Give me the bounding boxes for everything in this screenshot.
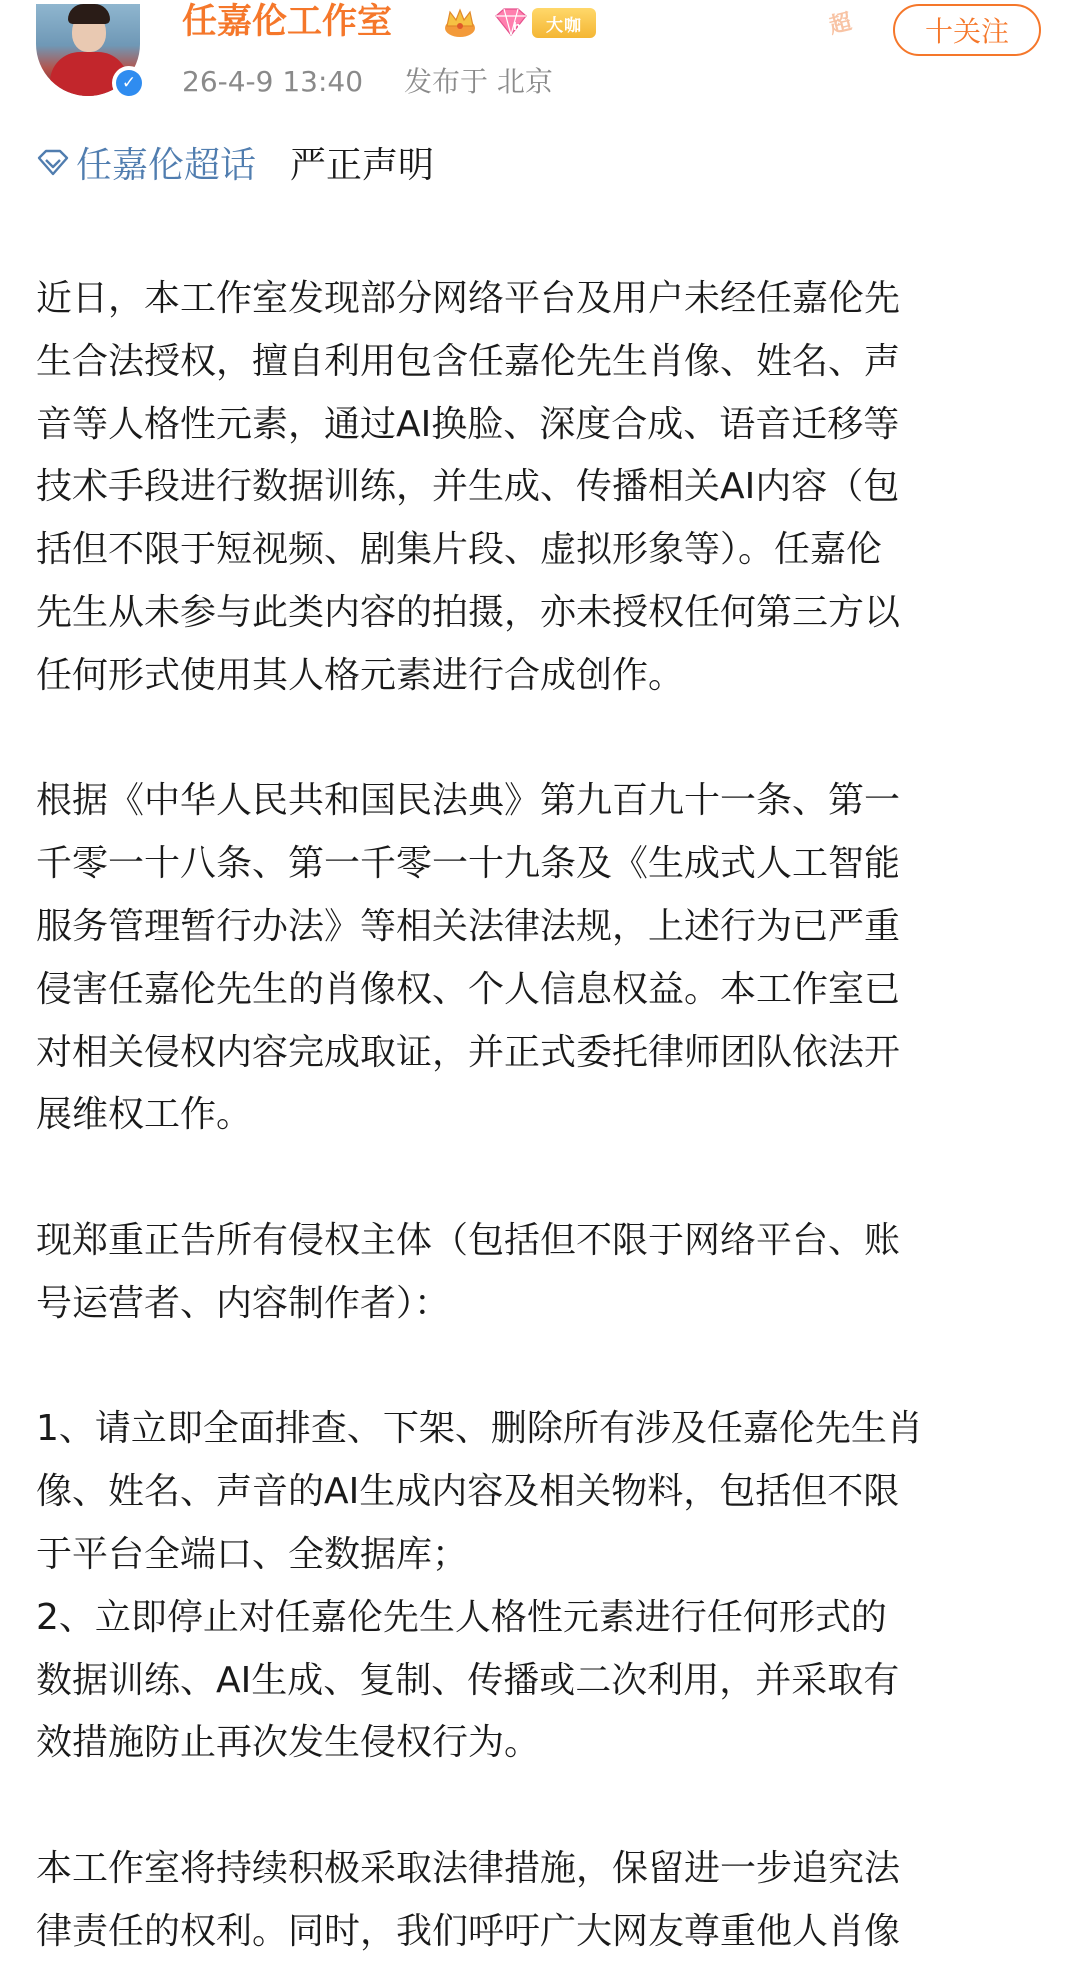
body-line: 像、姓名、声音的AI生成内容及相关物料，包括但不限 — [36, 1471, 900, 1513]
supertopic-diamond-icon — [36, 147, 70, 177]
body-line: 2、立即停止对任嘉伦先生人格性元素进行任何形式的 — [36, 1596, 887, 1638]
body-line: 千零一十八条、第一千零一十九条及《生成式人工智能 — [36, 843, 901, 885]
body-line: 号运营者、内容制作者）： — [36, 1282, 451, 1324]
post-header — [0, 0, 1065, 130]
body-line: 先生从未参与此类内容的拍摄，亦未授权任何第三方以 — [36, 591, 901, 633]
body-line: 展维权工作。 — [36, 1094, 253, 1136]
vip-badge: 大咖 — [532, 8, 596, 38]
body-line: 音等人格性元素，通过AI换脸、深度合成、语音迁移等 — [36, 403, 900, 445]
body-line: 生合法授权，擅自利用包含任嘉伦先生肖像、姓名、声 — [36, 340, 901, 382]
crown-icon — [442, 6, 478, 38]
body-line: 于平台全端口、全数据库； — [36, 1533, 469, 1575]
body-line: 近日，本工作室发现部分网络平台及用户未经任嘉伦先 — [36, 278, 901, 319]
paragraph-gap — [36, 1336, 1036, 1399]
verified-icon: ✓ — [112, 66, 146, 100]
topic-row — [36, 138, 434, 186]
paragraph-gap — [36, 1147, 1036, 1210]
super-topic-tag: 超 — [826, 9, 855, 40]
paragraph-gap — [36, 1775, 1036, 1838]
svg-text:h: h — [513, 20, 521, 33]
body-line: 数据训练、AI生成、复制、传播或二次利用，并采取有 — [36, 1659, 900, 1701]
body-line: 任何形式使用其人格元素进行合成创作。 — [36, 654, 685, 696]
body-line: 1、请立即全面排查、下架、删除所有涉及任嘉伦先生肖 — [36, 1408, 923, 1450]
body-line: 对相关侵权内容完成取证，并正式委托律师团队依法开 — [36, 1031, 901, 1073]
avatar-hair-shape — [68, 4, 110, 24]
body-line: 效措施防止再次发生侵权行为。 — [36, 1722, 541, 1764]
body-line: 技术手段进行数据训练，并生成、传播相关AI内容（包 — [36, 466, 900, 508]
post-body — [36, 268, 1036, 1964]
body-line: 根据《中华人民共和国民法典》第九百九十一条、第一 — [36, 780, 901, 822]
post-timestamp: 26-4-9 13:40 — [182, 65, 364, 98]
body-line: 律责任的权利。同时，我们呼吁广大网友尊重他人肖像 — [36, 1910, 901, 1952]
post-title: 严正声明 — [290, 144, 435, 186]
gem-icon — [492, 6, 530, 38]
supertopic-link[interactable]: 任嘉伦超话 — [76, 144, 257, 186]
body-line: 服务管理暂行办法》等相关法律法规，上述行为已严重 — [36, 905, 901, 947]
username[interactable]: 任嘉伦工作室 — [182, 2, 393, 42]
body-line: 本工作室将持续积极采取法律措施，保留进一步追究法 — [36, 1847, 901, 1889]
follow-button[interactable]: 十关注 — [893, 4, 1041, 56]
paragraph-gap — [36, 708, 1036, 771]
post-location: 发布于 北京 — [404, 65, 553, 98]
body-line: 侵害任嘉伦先生的肖像权、个人信息权益。本工作室已 — [36, 968, 901, 1010]
body-line: 括但不限于短视频、剧集片段、虚拟形象等）。任嘉伦 — [36, 529, 883, 571]
body-line: 现郑重正告所有侵权主体（包括但不限于网络平台、账 — [36, 1219, 901, 1261]
